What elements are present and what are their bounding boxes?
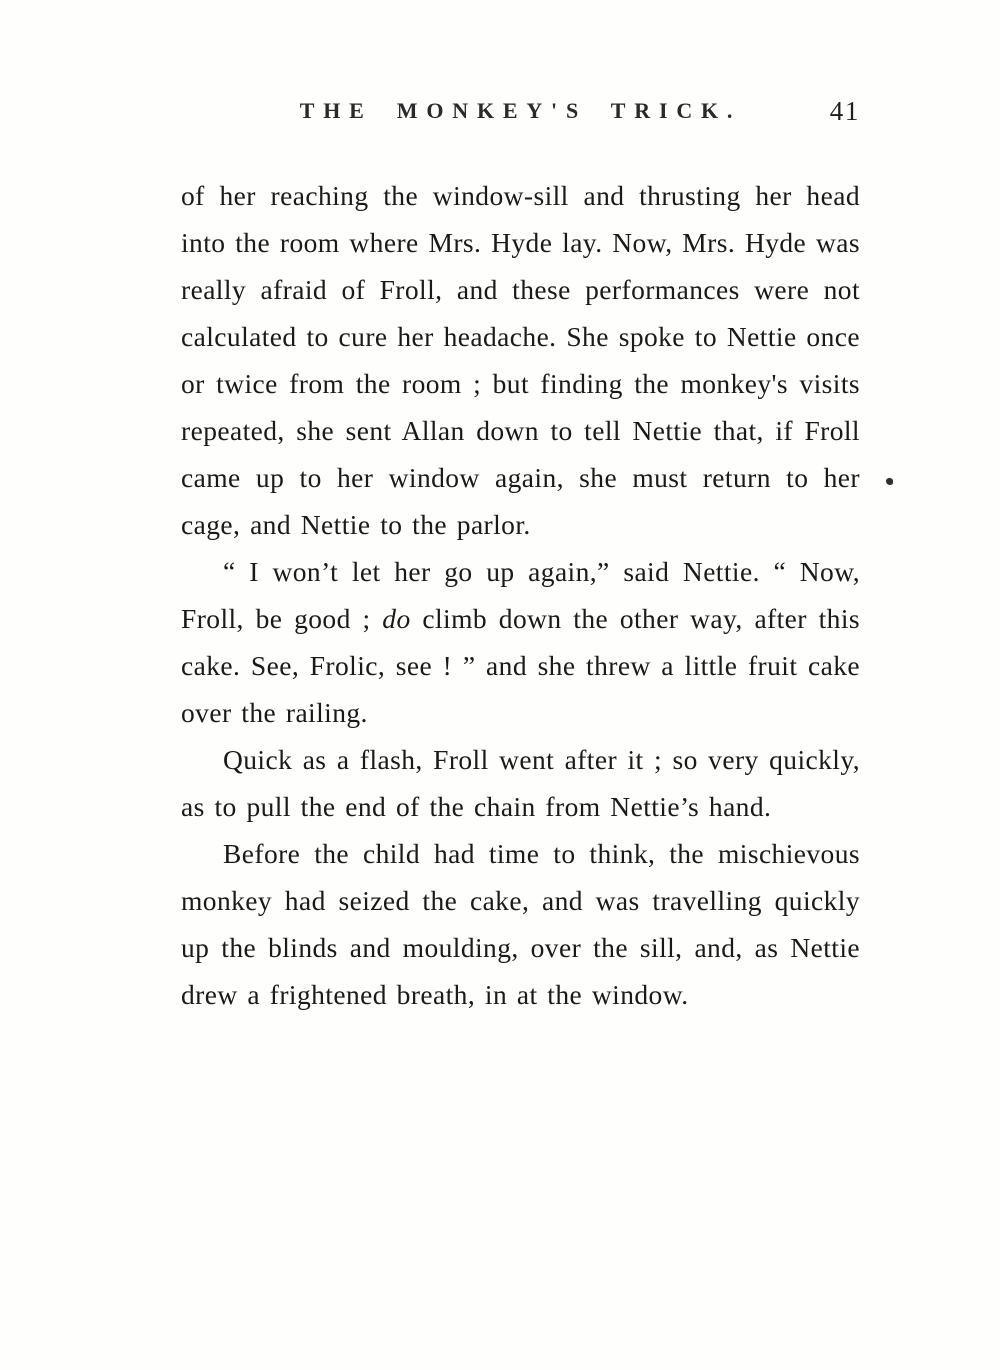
paragraph <box>181 548 860 736</box>
italic-text: do <box>382 603 411 634</box>
text-segment: climb down the other way, after this cake. See, Frolic, see ! ” and she threw a little fruit cake over the railing. <box>181 603 860 728</box>
paragraph <box>181 172 860 548</box>
running-head <box>181 98 860 132</box>
text-segment: “ I won’t let her go up again,” said Nettie. “ Now, Froll, be good ; <box>181 556 860 634</box>
body-text <box>181 172 860 1018</box>
ink-speck <box>886 478 893 485</box>
page-number: 41 <box>829 96 860 126</box>
text-segment: Quick as a flash, Froll went after it ; so very quickly, as to pull the end of the chain from Nettie’s hand. <box>181 744 860 822</box>
running-title: THE MONKEY'S TRICK. <box>299 98 742 123</box>
paragraph <box>181 736 860 830</box>
text-segment: of her reaching the window-sill and thrusting her head into the room where Mrs. Hyde lay. Now, Mrs. Hyde was really afraid of Froll, and these performances were not calculated to cure her headache. She spoke to Nettie once or twice from the room ; but finding the monkey's visits repeated, she sent Allan down to tell Nettie that, if Froll came up to her window again, she must return to her cage, and Nettie to the parlor. <box>181 180 860 540</box>
paragraph <box>181 830 860 1018</box>
text-segment: Before the child had time to think, the mischievous monkey had seized the cake, and was travelling quickly up the blinds and moulding, over the sill, and, as Nettie drew a frightened breath, in at the window. <box>181 838 860 1010</box>
